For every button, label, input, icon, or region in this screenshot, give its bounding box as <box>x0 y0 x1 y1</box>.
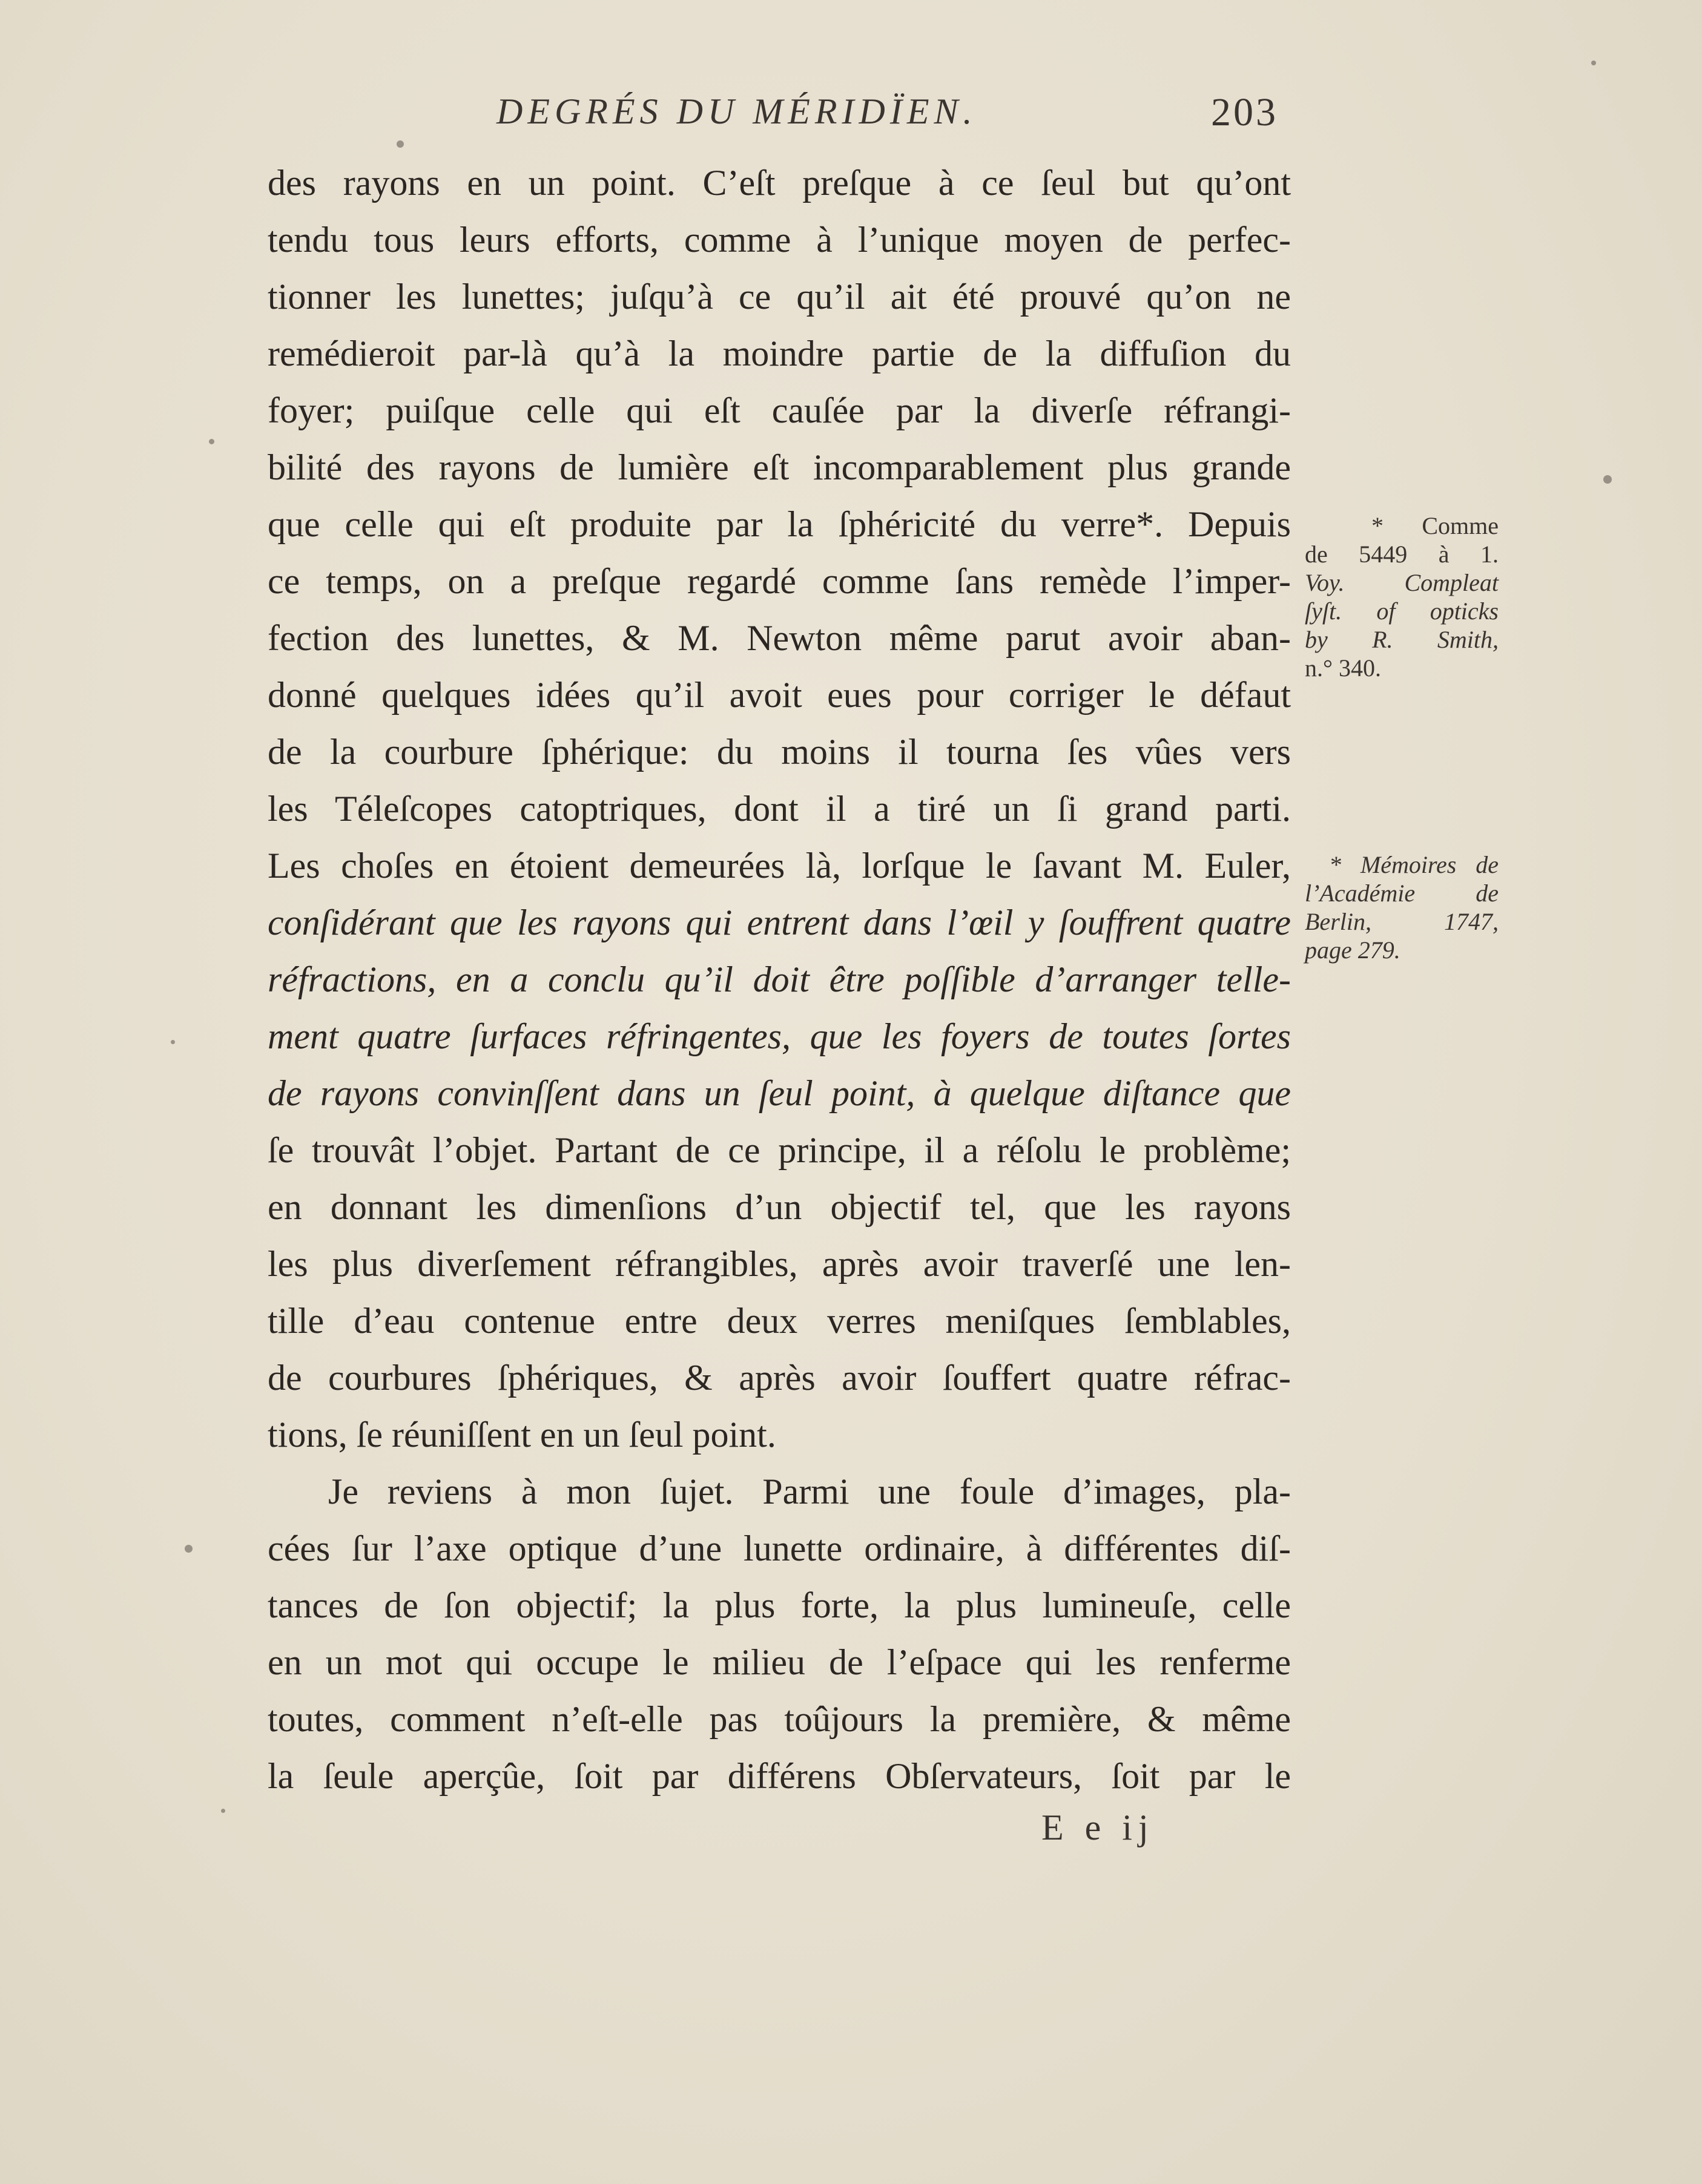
paper-speck <box>209 439 214 444</box>
body-line: toutes, comment n’eſt-elle pas toûjours la première, & même <box>268 1699 1291 1739</box>
margin-note-line: n.° 340. <box>1305 654 1381 682</box>
body-line: remédieroit par-là qu’à la moindre partie de la diffuſion du <box>268 334 1291 373</box>
margin-note-line: ſyſt. of opticks <box>1305 597 1499 625</box>
body-line: tille d’eau contenue entre deux verres meniſques ſemblables, <box>268 1301 1291 1341</box>
body-line: tances de ſon objectif; la plus forte, la plus lumineuſe, celle <box>268 1585 1291 1625</box>
body-line: la ſeule aperçûe, ſoit par différens Obſervateurs, ſoit par le <box>268 1756 1291 1796</box>
body-line: en donnant les dimenſions d’un objectif tel, que les rayons <box>268 1187 1291 1227</box>
margin-note-line: * Mémoires de <box>1329 851 1499 878</box>
body-line: donné quelques idées qu’il avoit eues pour corriger le défaut <box>268 675 1291 715</box>
body-line-paragraph-start: Je reviens à mon ſujet. Parmi une foule d’images, pla- <box>328 1472 1291 1511</box>
body-line-italic: de rayons convinſſent dans un ſeul point, à quelque diſtance que <box>268 1073 1291 1113</box>
body-line-italic: conſidérant que les rayons qui entrent dans l’œil y ſouffrent quatre <box>268 903 1291 942</box>
body-line: Les choſes en étoient demeurées là, lorſque le ſavant M. Euler, <box>268 846 1291 886</box>
body-line: ce temps, on a preſque regardé comme ſans remède l’imper- <box>268 561 1291 601</box>
paper-speck <box>1591 61 1596 65</box>
margin-note-berlin <box>1305 850 1499 964</box>
margin-note-line: l’Académie de <box>1305 880 1499 907</box>
page-number: 203 <box>1211 90 1278 134</box>
body-line: foyer; puiſque celle qui eſt cauſée par la diverſe réfrangi- <box>268 390 1291 430</box>
body-line: cées ſur l’axe optique d’une lunette ordinaire, à différentes diſ- <box>268 1528 1291 1568</box>
margin-note-line: Voy. Compleat <box>1305 569 1499 596</box>
signature-mark: E e ij <box>1041 1807 1155 1847</box>
running-title: DEGRÉS DU MÉRIDÏEN. <box>496 91 977 131</box>
body-line: que celle qui eſt produite par la ſphéricité du verre*. Depuis <box>268 504 1291 544</box>
paper-speck <box>221 1809 225 1813</box>
paper-speck <box>185 1545 193 1553</box>
margin-note-line: by R. Smith, <box>1305 626 1499 653</box>
body-line: de la courbure ſphérique: du moins il tourna ſes vûes vers <box>268 732 1291 772</box>
margin-note-line: de 5449 à 1. <box>1305 541 1499 568</box>
body-line: ſe trouvât l’objet. Partant de ce principe, il a réſolu le problème; <box>268 1130 1291 1170</box>
margin-note-smith <box>1305 511 1499 682</box>
body-line: des rayons en un point. C’eſt preſque à ce ſeul but qu’ont <box>268 163 1291 203</box>
margin-note-line: * Comme <box>1371 512 1499 539</box>
body-line: tendu tous leurs efforts, comme à l’unique moyen de perfec- <box>268 220 1291 260</box>
body-line: de courbures ſphériques, & après avoir ſouffert quatre réfrac- <box>268 1358 1291 1398</box>
margin-note-line: page 279. <box>1305 936 1400 964</box>
margin-note-line: Berlin, 1747, <box>1305 908 1499 935</box>
paper-speck <box>171 1040 175 1044</box>
body-text <box>268 154 1291 1804</box>
body-line: en un mot qui occupe le milieu de l’eſpace qui les renferme <box>268 1642 1291 1682</box>
body-line: les plus diverſement réfrangibles, après avoir traverſé une len- <box>268 1244 1291 1284</box>
body-line-italic: ment quatre ſurfaces réfringentes, que les foyers de toutes ſortes <box>268 1016 1291 1056</box>
body-line-italic: réfractions, en a conclu qu’il doit être poſſible d’arranger telle- <box>268 959 1291 999</box>
paper-speck <box>1603 475 1612 484</box>
body-line: bilité des rayons de lumière eſt incomparablement plus grande <box>268 447 1291 487</box>
body-line: fection des lunettes, & M. Newton même parut avoir aban- <box>268 618 1291 658</box>
body-line: tionner les lunettes; juſqu’à ce qu’il ait été prouvé qu’on ne <box>268 277 1291 317</box>
body-line: les Téleſcopes catoptriques, dont il a tiré un ſi grand parti. <box>268 789 1291 829</box>
body-line: tions, ſe réuniſſent en un ſeul point. <box>268 1415 776 1455</box>
paper-speck <box>397 140 404 148</box>
